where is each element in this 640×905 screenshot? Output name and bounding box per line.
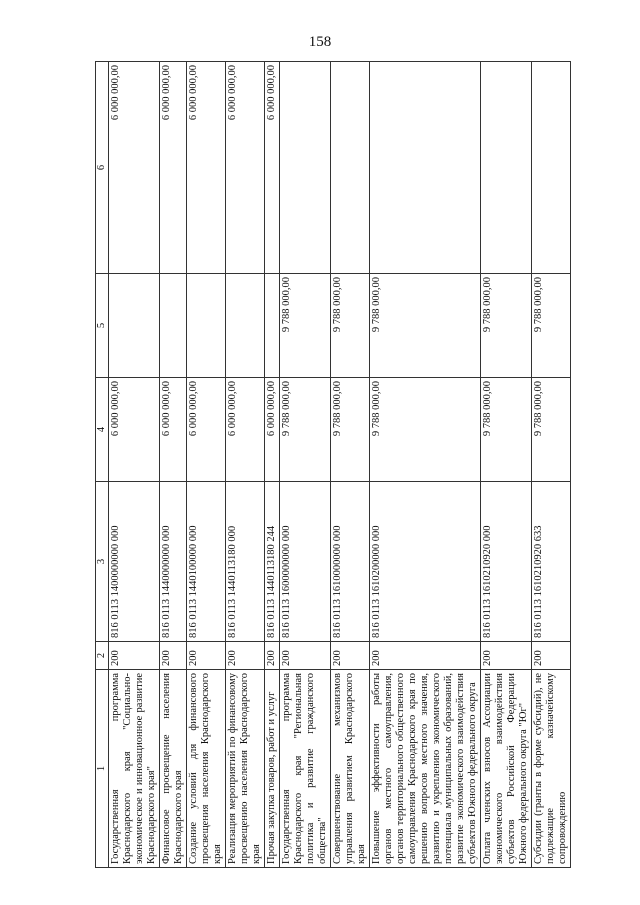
row-col2-cell: 200 bbox=[481, 642, 532, 670]
row-col4-amount: 6 000 000,00 bbox=[187, 378, 226, 482]
table-row bbox=[226, 62, 265, 868]
row-col5-amount: 9 788 000,00 bbox=[331, 274, 370, 378]
row-name-cell: Субсидии (гранты в форме субсидий), не подлежащие казначейскому сопровождению bbox=[532, 670, 571, 868]
header-col-3: 3 bbox=[96, 482, 109, 642]
rotated-table-container bbox=[95, 62, 568, 868]
row-name-cell: Финансовое просвещение населения Краснодарского края bbox=[160, 670, 187, 868]
row-col4-amount: 9 788 000,00 bbox=[370, 378, 481, 482]
table-row bbox=[265, 62, 280, 868]
row-name-cell: Создание условий для финансового просвещения населения Краснодарского края bbox=[187, 670, 226, 868]
row-code-cell: 816 0113 1610000000 000 bbox=[331, 482, 370, 642]
row-col5-amount bbox=[109, 274, 160, 378]
row-col5-amount: 9 788 000,00 bbox=[481, 274, 532, 378]
row-col2-cell: 200 bbox=[109, 642, 160, 670]
row-col5-amount: 9 788 000,00 bbox=[532, 274, 571, 378]
row-col6-amount bbox=[481, 62, 532, 274]
row-col6-amount: 6 000 000,00 bbox=[265, 62, 280, 274]
row-code-cell: 816 0113 1440100000 000 bbox=[187, 482, 226, 642]
row-name-cell: Государственная программа Краснодарского края "Социально-экономическое и инновационное развитие Краснодарского края" bbox=[109, 670, 160, 868]
row-col5-amount bbox=[160, 274, 187, 378]
header-col-6: 6 bbox=[96, 62, 109, 274]
row-col5-amount bbox=[226, 274, 265, 378]
row-name-cell: Совершенствование механизмов управления развитием Краснодарского края bbox=[331, 670, 370, 868]
table-row bbox=[280, 62, 331, 868]
row-col6-amount bbox=[532, 62, 571, 274]
table-row bbox=[187, 62, 226, 868]
row-col5-amount bbox=[187, 274, 226, 378]
row-name-cell: Повышение эффективности работы органов местного самоуправления, органов территориального общественного самоуправления Краснодарского края по решению вопросов местного значения, развитию и укреплению экономического потенциала муниципальных образований, развитие экономического взаимодействия субъектов Южного федерального округа bbox=[370, 670, 481, 868]
row-col4-amount: 6 000 000,00 bbox=[226, 378, 265, 482]
table-row bbox=[370, 62, 481, 868]
table-row bbox=[109, 62, 160, 868]
table-row bbox=[331, 62, 370, 868]
row-code-cell: 816 0113 1440113180 000 bbox=[226, 482, 265, 642]
row-col4-amount: 9 788 000,00 bbox=[532, 378, 571, 482]
row-col6-amount bbox=[370, 62, 481, 274]
row-col4-amount: 6 000 000,00 bbox=[109, 378, 160, 482]
row-col6-amount bbox=[280, 62, 331, 274]
table-row bbox=[532, 62, 571, 868]
row-col2-cell: 200 bbox=[187, 642, 226, 670]
row-col4-amount: 9 788 000,00 bbox=[331, 378, 370, 482]
page-number: 158 bbox=[308, 34, 332, 50]
table-row bbox=[481, 62, 532, 868]
row-name-cell: Реализация мероприятий по финансовому просвещению населения Краснодарского края bbox=[226, 670, 265, 868]
row-col2-cell: 200 bbox=[280, 642, 331, 670]
row-col5-amount: 9 788 000,00 bbox=[370, 274, 481, 378]
row-code-cell: 816 0113 1610210920 633 bbox=[532, 482, 571, 642]
row-col6-amount: 6 000 000,00 bbox=[187, 62, 226, 274]
row-code-cell: 816 0113 1440113180 244 bbox=[265, 482, 280, 642]
row-col4-amount: 6 000 000,00 bbox=[160, 378, 187, 482]
row-code-cell: 816 0113 1600000000 000 bbox=[280, 482, 331, 642]
row-col4-amount: 9 788 000,00 bbox=[280, 378, 331, 482]
budget-table bbox=[95, 61, 571, 868]
header-col-1: 1 bbox=[96, 670, 109, 868]
row-col2-cell: 200 bbox=[160, 642, 187, 670]
row-col5-amount bbox=[265, 274, 280, 378]
row-col2-cell: 200 bbox=[331, 642, 370, 670]
row-col2-cell: 200 bbox=[265, 642, 280, 670]
table-row bbox=[160, 62, 187, 868]
row-col6-amount: 6 000 000,00 bbox=[160, 62, 187, 274]
row-col2-cell: 200 bbox=[226, 642, 265, 670]
table-header-row bbox=[96, 62, 109, 868]
row-name-cell: Государственная программа Краснодарского края "Региональная политика и развитие гражданского общества" bbox=[280, 670, 331, 868]
row-col4-amount: 9 788 000,00 bbox=[481, 378, 532, 482]
row-col2-cell: 200 bbox=[370, 642, 481, 670]
row-code-cell: 816 0113 1610200000 000 bbox=[370, 482, 481, 642]
header-col-5: 5 bbox=[96, 274, 109, 378]
row-code-cell: 816 0113 1440000000 000 bbox=[160, 482, 187, 642]
row-code-cell: 816 0113 1610210920 000 bbox=[481, 482, 532, 642]
row-name-cell: Оплата членских взносов Ассоциации экономического взаимодействия субъектов Российской Федерации Южного федерального округа "Юг" bbox=[481, 670, 532, 868]
row-col6-amount: 6 000 000,00 bbox=[109, 62, 160, 274]
row-code-cell: 816 0113 1400000000 000 bbox=[109, 482, 160, 642]
row-name-cell: Прочая закупка товаров, работ и услуг bbox=[265, 670, 280, 868]
row-col4-amount: 6 000 000,00 bbox=[265, 378, 280, 482]
row-col2-cell: 200 bbox=[532, 642, 571, 670]
row-col6-amount bbox=[331, 62, 370, 274]
row-col6-amount: 6 000 000,00 bbox=[226, 62, 265, 274]
header-col-2: 2 bbox=[96, 642, 109, 670]
header-col-4: 4 bbox=[96, 378, 109, 482]
row-col5-amount: 9 788 000,00 bbox=[280, 274, 331, 378]
